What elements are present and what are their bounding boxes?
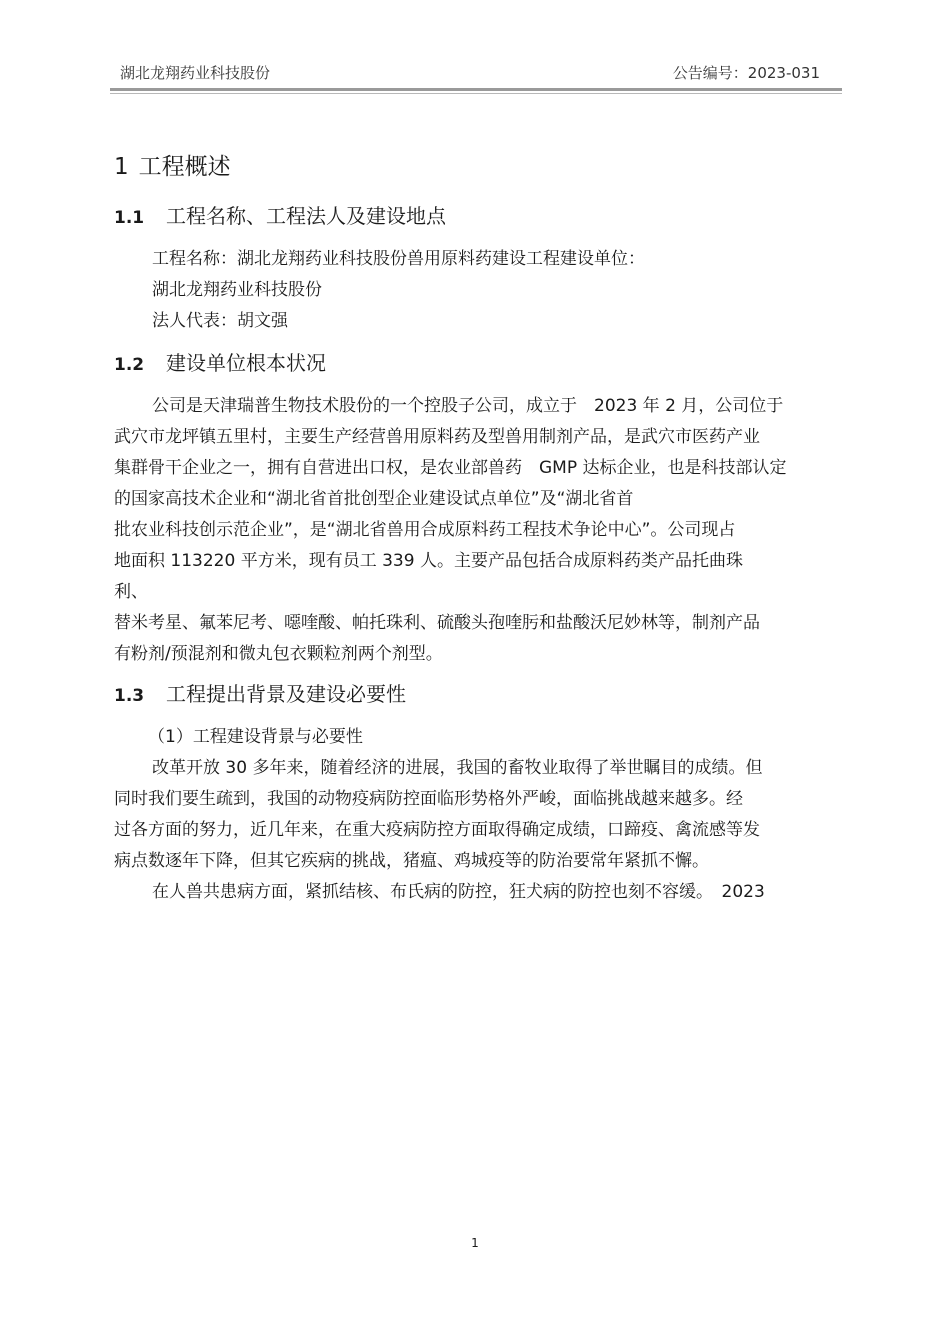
legal-rep-line: 法人代表：胡文强 <box>152 311 288 331</box>
header-notice-number: 公告编号：2023-031 <box>672 64 820 82</box>
company-line: 集群骨干企业之一，拥有自营进出口权，是农业部兽药 GMP 达标企业，也是科技部认定 <box>114 458 787 478</box>
section-heading-1: 1 工程概述 <box>114 154 231 180</box>
section-heading-1-2: 1.2 建设单位根本状况 <box>114 351 326 375</box>
company-line: 地面积 113220 平方米，现有员工 339 人。主要产品包括合成原料药类产品托曲珠 <box>114 551 743 571</box>
company-line: 利、 <box>114 582 148 602</box>
builder-line: 湖北龙翔药业科技股份 <box>152 280 322 300</box>
company-line: 武穴市龙坪镇五里村，主要生产经营兽用原料药及型兽用制剂产品，是武穴市医药产业 <box>114 427 760 447</box>
company-line: 的国家高技术企业和“湖北省首批创型企业建设试点单位”及“湖北省首 <box>114 489 634 509</box>
header-rule-thick <box>110 88 842 91</box>
background-line: 改革开放 30 多年来，随着经济的进展，我国的畜牧业取得了举世瞩目的成绩。但 <box>152 758 763 778</box>
background-line: 同时我们要生疏到，我国的动物疫病防控面临形势格外严峻，面临挑战越来越多。经 <box>114 789 743 809</box>
company-line: 有粉剂/预混剂和微丸包衣颗粒剂两个剂型。 <box>114 644 443 664</box>
header-rule-thin <box>110 93 842 94</box>
company-line: 公司是天津瑞普生物技术股份的一个控股子公司，成立于 2023 年 2 月，公司位于 <box>152 396 784 416</box>
background-line: 过各方面的努力，近几年来，在重大疫病防控方面取得确定成绩，口蹄疫、禽流感等发 <box>114 820 760 840</box>
document-body <box>114 140 846 908</box>
company-line: 批农业科技创示范企业”，是“湖北省兽用合成原料药工程技术争论中心”。公司现占 <box>114 520 736 540</box>
project-name-line: 工程名称：湖北龙翔药业科技股份兽用原料药建设工程建设单位： <box>152 249 645 269</box>
section-heading-1-3: 1.3 工程提出背景及建设必要性 <box>114 682 406 706</box>
company-line: 替米考星、氟苯尼考、噁喹酸、帕托珠利、硫酸头孢喹肟和盐酸沃尼妙林等，制剂产品 <box>114 613 760 633</box>
subheading: （1）工程建设背景与必要性 <box>148 727 363 747</box>
page-number: 1 <box>471 1236 479 1250</box>
header-company: 湖北龙翔药业科技股份 <box>120 64 271 82</box>
section-heading-1-1: 1.1 工程名称、工程法人及建设地点 <box>114 204 446 228</box>
zoonosis-line: 在人兽共患病方面，紧抓结核、布氏病的防控，狂犬病的防控也刻不容缓。 2023 <box>152 882 765 902</box>
background-line: 病点数逐年下降，但其它疾病的挑战，猪瘟、鸡城疫等的防治要常年紧抓不懈。 <box>114 851 709 871</box>
page-header <box>110 58 842 86</box>
